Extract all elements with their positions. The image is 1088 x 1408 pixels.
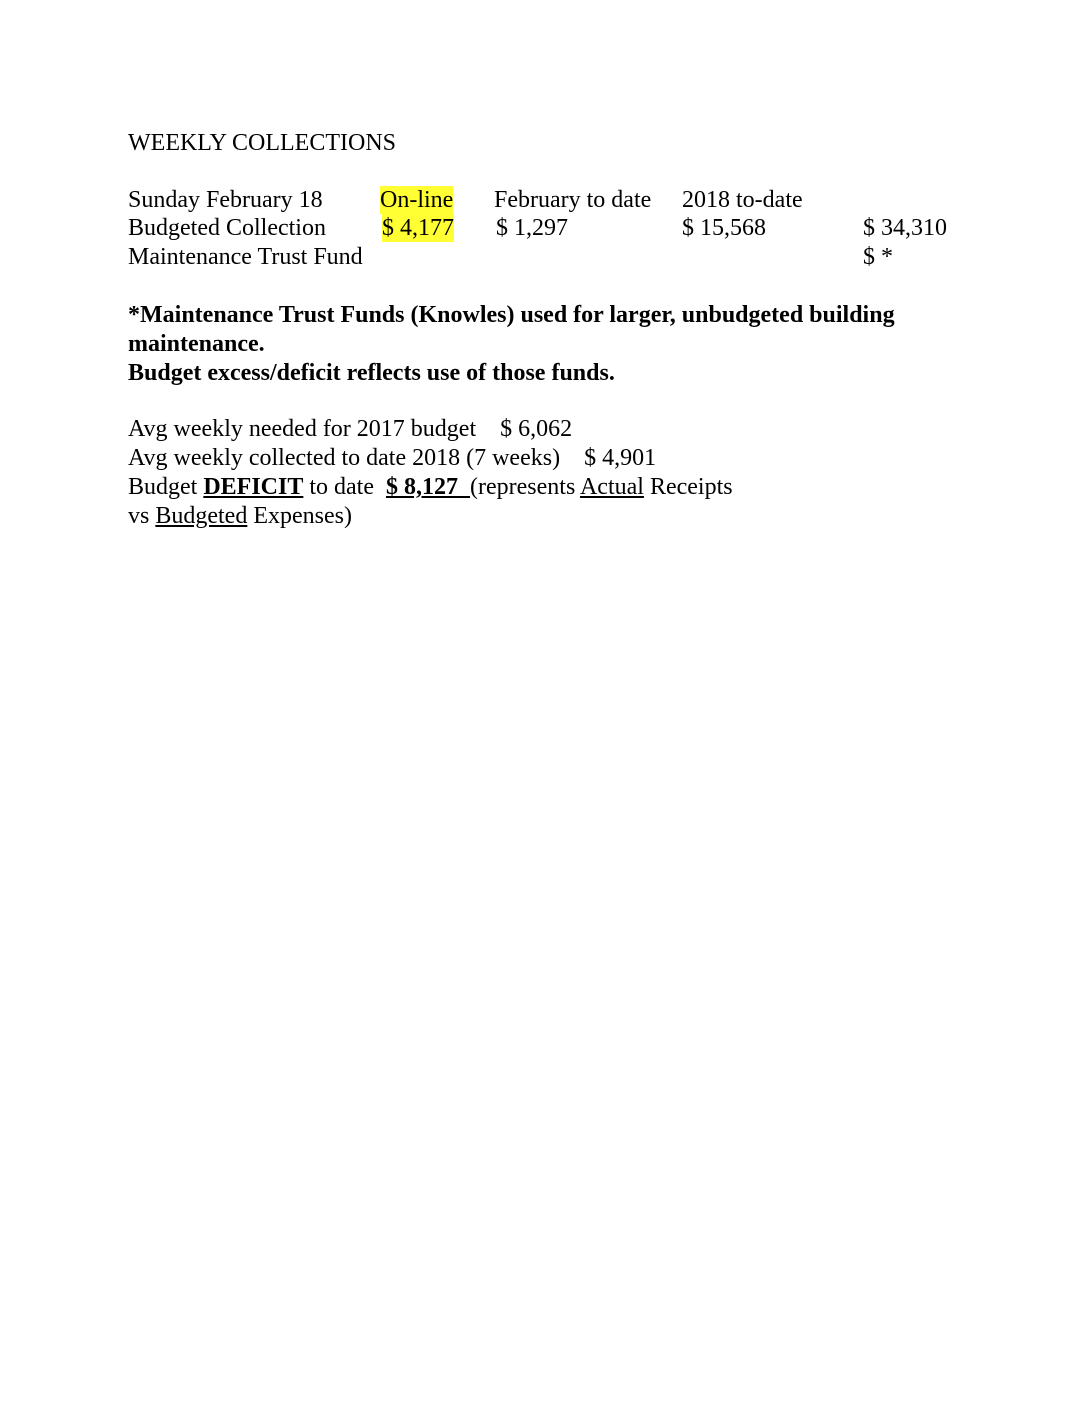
february-header: February to date: [494, 187, 652, 213]
february-value: $ 1,297: [496, 215, 568, 241]
deficit-amount: $ 8,127: [386, 474, 470, 500]
deficit-line: [128, 473, 733, 501]
vs-prefix: vs: [128, 503, 156, 529]
extra-value: $ 34,310: [863, 215, 947, 241]
note-line-1: *Maintenance Trust Funds (Knowles) used for larger, unbudgeted building: [128, 302, 895, 328]
note-line-2: maintenance.: [128, 331, 265, 357]
row1-label: Sunday February 18: [128, 187, 323, 213]
deficit-word: DEFICIT: [203, 474, 304, 500]
budgeted-word: Budgeted: [155, 503, 248, 529]
avg-collected: Avg weekly collected to date 2018 (7 weeks) $ 4,901: [128, 445, 657, 471]
deficit-mid: to date: [303, 474, 386, 500]
deficit-prefix: Budget: [128, 474, 204, 500]
row2-label: Budgeted Collection: [128, 215, 326, 241]
deficit-suffix-1: (represents: [470, 474, 580, 500]
maintenance-value: $ *: [863, 244, 893, 270]
row3-label: Maintenance Trust Fund: [128, 244, 363, 270]
expenses-suffix: Expenses): [247, 503, 352, 529]
deficit-line-2: [128, 502, 352, 530]
year-value: $ 15,568: [682, 215, 766, 241]
actual-word: Actual: [579, 474, 644, 500]
year-header: 2018 to-date: [682, 187, 803, 213]
avg-needed: Avg weekly needed for 2017 budget $ 6,062: [128, 416, 573, 442]
deficit-suffix-2: Receipts: [643, 474, 733, 500]
note-line-3: Budget excess/deficit reflects use of those funds.: [128, 360, 615, 386]
online-header: On-line: [380, 187, 454, 213]
page-title: WEEKLY COLLECTIONS: [128, 130, 396, 156]
online-value: $ 4,177: [382, 215, 454, 241]
